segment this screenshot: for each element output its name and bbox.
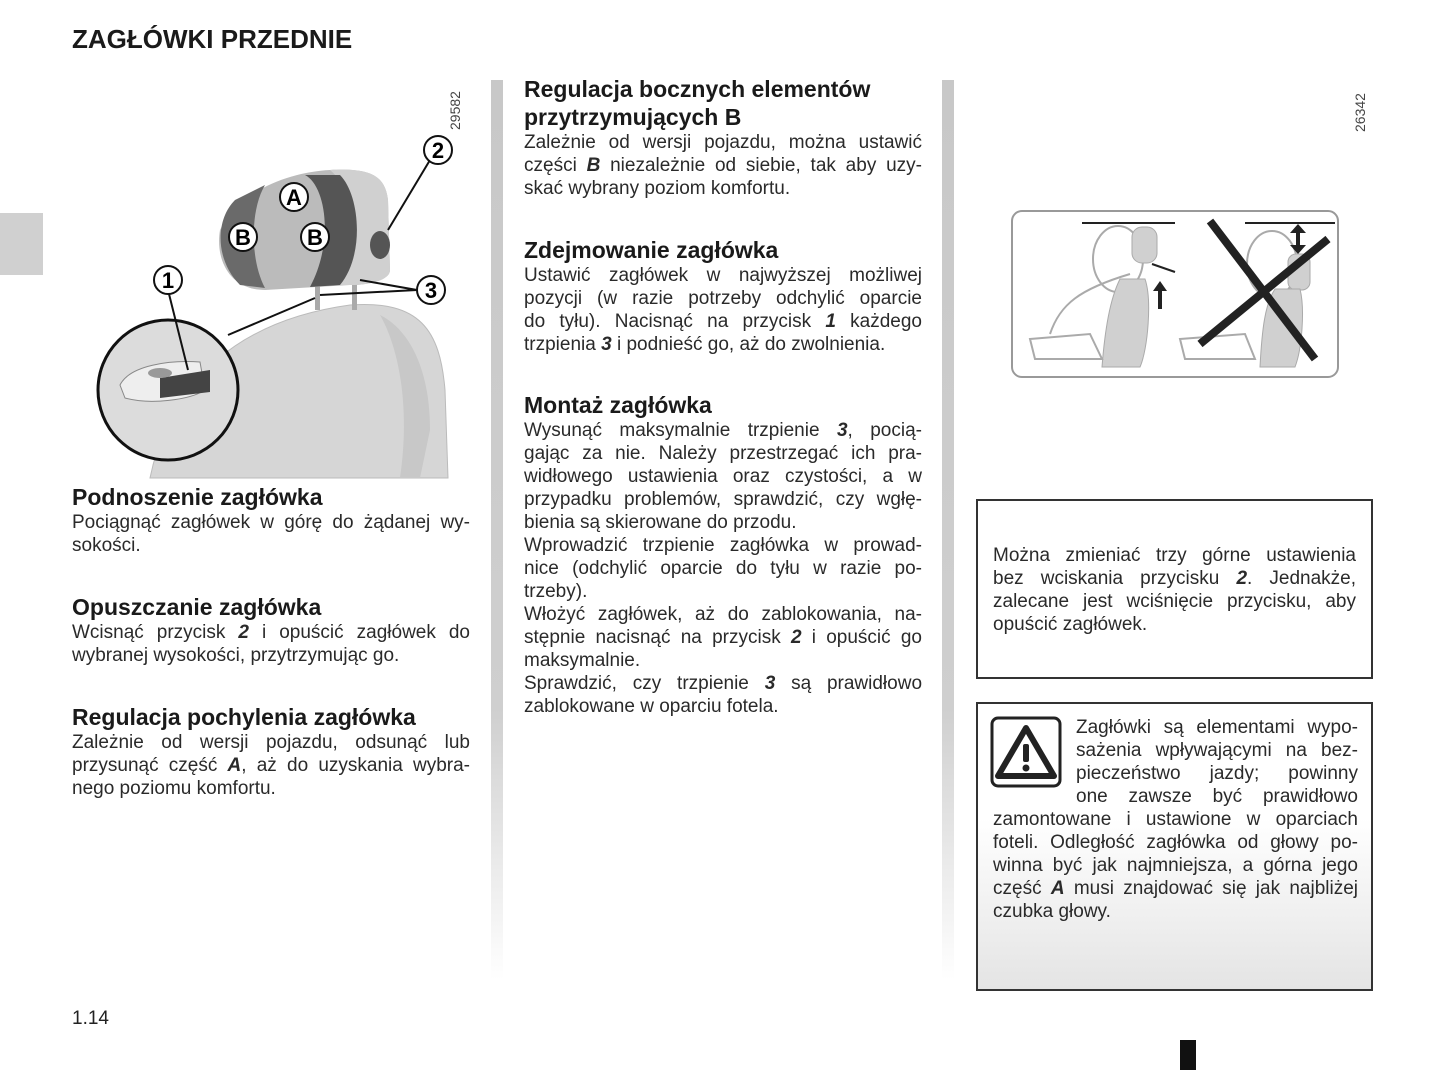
- text-line: przypadku problemów, sprawdzić, czy wgłę-: [524, 489, 922, 510]
- section-heading: Zdejmowanie zagłówka: [524, 237, 779, 263]
- text-line: pieczeństwo jazdy; powinny: [1076, 763, 1358, 784]
- text-line: Zagłówki są elementami wypo-: [1076, 717, 1358, 738]
- text-line: sażenia wpływającymi na bez-: [1076, 740, 1358, 761]
- text-line: stępnie nacisnąć na przycisk 2 i opuścić go: [524, 627, 922, 648]
- column-divider: [942, 80, 954, 980]
- section-heading: Montaż zagłówka: [524, 392, 712, 418]
- figure-code: 29582: [447, 91, 463, 130]
- headrest-position-illustration: [1010, 209, 1342, 381]
- text-line: bienia są skierowane do przodu.: [524, 512, 797, 533]
- text-line: skać wybrany poziom komfortu.: [524, 178, 791, 199]
- warning-box: [976, 702, 1373, 991]
- label-a: A: [286, 185, 302, 210]
- text-line: przysunąć część A, aż do uzyskania wybra-: [72, 755, 470, 776]
- text-line: Można zmieniać trzy górne ustawienia: [993, 545, 1356, 566]
- section: [72, 593, 470, 667]
- text-line: opuścić zagłówek.: [993, 614, 1148, 635]
- section-heading: Regulacja bocznych elementów przytrzymujących B: [524, 76, 871, 130]
- text-line: nego poziomu komfortu.: [72, 778, 276, 799]
- text-line: one zawsze być prawidłowo: [1076, 786, 1358, 807]
- info-text: [993, 544, 1356, 636]
- reference-label: A: [1050, 878, 1065, 899]
- text-line: część A musi znajdować się jak najbliżej: [993, 878, 1358, 899]
- page-edge-marker: [1180, 1040, 1196, 1070]
- section: [524, 391, 922, 718]
- text-line: czubka głowy.: [993, 901, 1111, 922]
- section: [524, 236, 922, 356]
- figure-code: 26342: [1352, 93, 1368, 132]
- headrest-illustration: [90, 130, 470, 480]
- column-divider: [491, 80, 503, 980]
- info-box: [976, 499, 1373, 679]
- section: [524, 75, 922, 200]
- warning-text: [993, 716, 1358, 923]
- text-line: Pociągnąć zagłówek w górę do żądanej wy-: [72, 512, 470, 533]
- text-line: pozycji (w razie potrzeby odchylić oparcie: [524, 288, 922, 309]
- section-heading: Opuszczanie zagłówka: [72, 594, 322, 620]
- reference-label: 2: [790, 627, 802, 648]
- page-number: 1.14: [72, 1008, 109, 1029]
- reference-label: 2: [1236, 568, 1248, 589]
- reference-label: 3: [764, 673, 776, 694]
- text-line: zamontowane i ustawione w oparciach: [993, 809, 1358, 830]
- text-line: Sprawdzić, czy trzpienie 3 są prawidłowo: [524, 673, 923, 694]
- section-heading: Regulacja pochylenia zagłówka: [72, 704, 416, 730]
- text-line: Ustawić zagłówek w najwyższej możliwej: [524, 265, 922, 286]
- reference-label: 3: [836, 420, 848, 441]
- text-line: nice (odchylić oparcie do tyłu w razie po-: [524, 558, 922, 579]
- reference-label: 3: [601, 334, 612, 355]
- section: [72, 703, 470, 800]
- section-heading: Podnoszenie zagłówka: [72, 484, 323, 510]
- text-line: zablokowane w oparciu fotela.: [524, 696, 779, 717]
- reference-label: 2: [238, 622, 249, 643]
- text-line: winna być jak najmniejsza, a górna jego: [993, 855, 1358, 876]
- reference-label: 1: [825, 311, 836, 332]
- text-line: wybranej wysokości, przytrzymując go.: [72, 645, 400, 666]
- text-line: Wprowadzić trzpienie zagłówka w prowad-: [524, 535, 922, 556]
- label-b: B: [235, 225, 251, 250]
- text-line: zalecane jest wciśnięcie przycisku, aby: [993, 591, 1356, 612]
- text-line: gając za nie. Należy przestrzegać ich pra-: [524, 443, 922, 464]
- text-line: Wcisnąć przycisk 2 i opuścić zagłówek do: [72, 622, 470, 643]
- label-2: 2: [431, 138, 445, 163]
- reference-label: B: [586, 155, 601, 176]
- text-line: maksymalnie.: [524, 650, 641, 671]
- page-title: ZAGŁÓWKI PRZEDNIE: [72, 24, 353, 54]
- text-line: Zależnie od wersji pojazdu, odsunąć lub: [72, 732, 470, 753]
- text-line: trzpienia 3 i podnieść go, aż do zwolnienia.: [524, 334, 886, 355]
- label-1: 1: [161, 268, 175, 293]
- text-line: widłowego ustawienia oraz czystości, a w: [524, 466, 922, 487]
- text-line: bez wciskania przycisku 2. Jednakże,: [993, 568, 1356, 589]
- text-line: sokości.: [72, 535, 141, 556]
- text-line: Zależnie od wersji pojazdu, można ustawić: [524, 132, 922, 153]
- text-line: Włożyć zagłówek, aż do zablokowania, na-: [524, 604, 922, 625]
- section: [72, 483, 470, 557]
- label-3: 3: [424, 278, 438, 303]
- text-line: foteli. Odległość zagłówka od głowy po-: [993, 832, 1358, 853]
- text-line: do tyłu). Nacisnąć na przycisk 1 każdego: [524, 311, 923, 332]
- reference-label: A: [227, 755, 242, 776]
- chapter-tab: [0, 213, 43, 275]
- label-b: B: [307, 225, 323, 250]
- text-line: trzeby).: [524, 581, 588, 602]
- text-line: części B niezależnie od siebie, tak aby uzy-: [524, 155, 922, 176]
- text-line: Wysunąć maksymalnie trzpienie 3, pocią-: [524, 420, 922, 441]
